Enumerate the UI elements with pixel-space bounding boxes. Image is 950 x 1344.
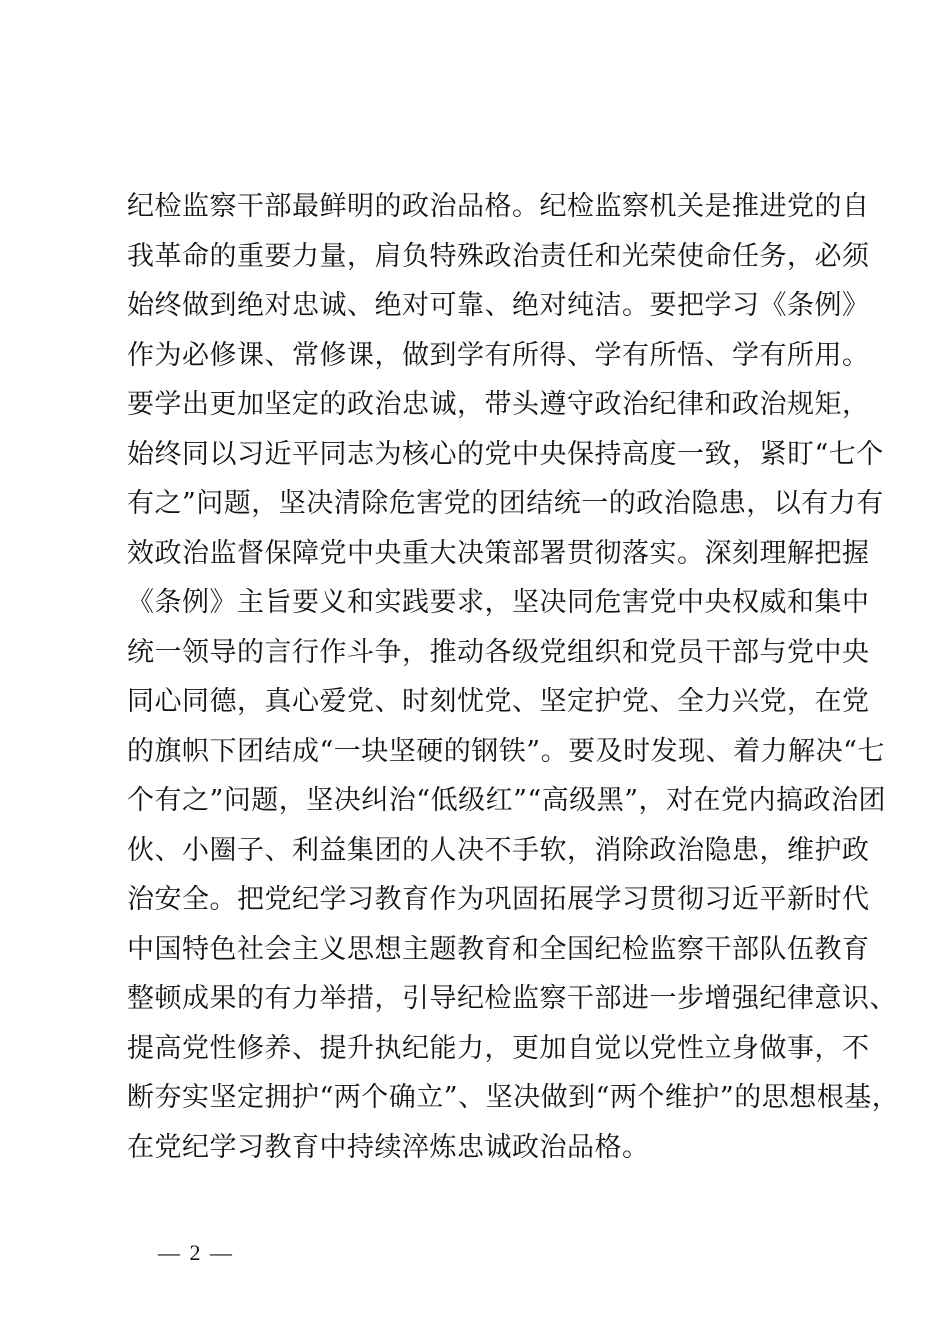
body-paragraph — [127, 182, 900, 1172]
text-line: 始终做到绝对忠诚、绝对可靠、绝对纯洁。要把学习《条例》 — [127, 290, 870, 321]
text-line: 治安全。把党纪学习教育作为巩固拓展学习贯彻习近平新时代 — [127, 884, 870, 915]
text-line: 有之”问题，坚决清除危害党的团结统一的政治隐患，以有力有 — [127, 488, 884, 519]
text-line: 在党纪学习教育中持续淬炼忠诚政治品格。 — [127, 1131, 650, 1163]
text-line: 纪检监察干部最鲜明的政治品格。纪检监察机关是推进党的自 — [127, 191, 870, 222]
text-line: 提高党性修养、提升执纪能力，更加自觉以党性立身做事，不 — [127, 1032, 870, 1064]
text-line: 效政治监督保障党中央重大决策部署贯彻落实。深刻理解把握 — [127, 537, 870, 569]
text-line: 的旗帜下团结成“一块坚硬的钢铁”。要及时发现、着力解决“七 — [127, 735, 885, 767]
text-line: 作为必修课、常修课，做到学有所得、学有所悟、学有所用。 — [127, 339, 870, 371]
text-line: 伙、小圈子、利益集团的人决不手软，消除政治隐患，维护政 — [127, 834, 870, 866]
text-line: 断夯实坚定拥护“两个确立”、坚决做到“两个维护”的思想根基， — [127, 1082, 900, 1113]
text-line: 我革命的重要力量，肩负特殊政治责任和光荣使命任务，必须 — [127, 240, 870, 272]
text-line: 始终同以习近平同志为核心的党中央保持高度一致，紧盯“七个 — [127, 438, 884, 470]
text-line: 统一领导的言行作斗争，推动各级党组织和党员干部与党中央 — [127, 636, 870, 668]
page-number: — 2 — — [158, 1240, 234, 1265]
text-line: 《条例》主旨要义和实践要求，坚决同危害党中央权威和集中 — [127, 587, 870, 618]
text-line: 中国特色社会主义思想主题教育和全国纪检监察干部队伍教育 — [127, 933, 870, 965]
text-line: 整顿成果的有力举措，引导纪检监察干部进一步增强纪律意识、 — [127, 983, 897, 1014]
text-line: 同心同德，真心爱党、时刻忧党、坚定护党、全力兴党，在党 — [127, 686, 870, 717]
text-line: 个有之”问题，坚决纠治“低级红”“高级黑”，对在党内搞政治团 — [127, 785, 887, 816]
text-line: 要学出更加坚定的政治忠诚，带头遵守政治纪律和政治规矩， — [127, 389, 870, 420]
